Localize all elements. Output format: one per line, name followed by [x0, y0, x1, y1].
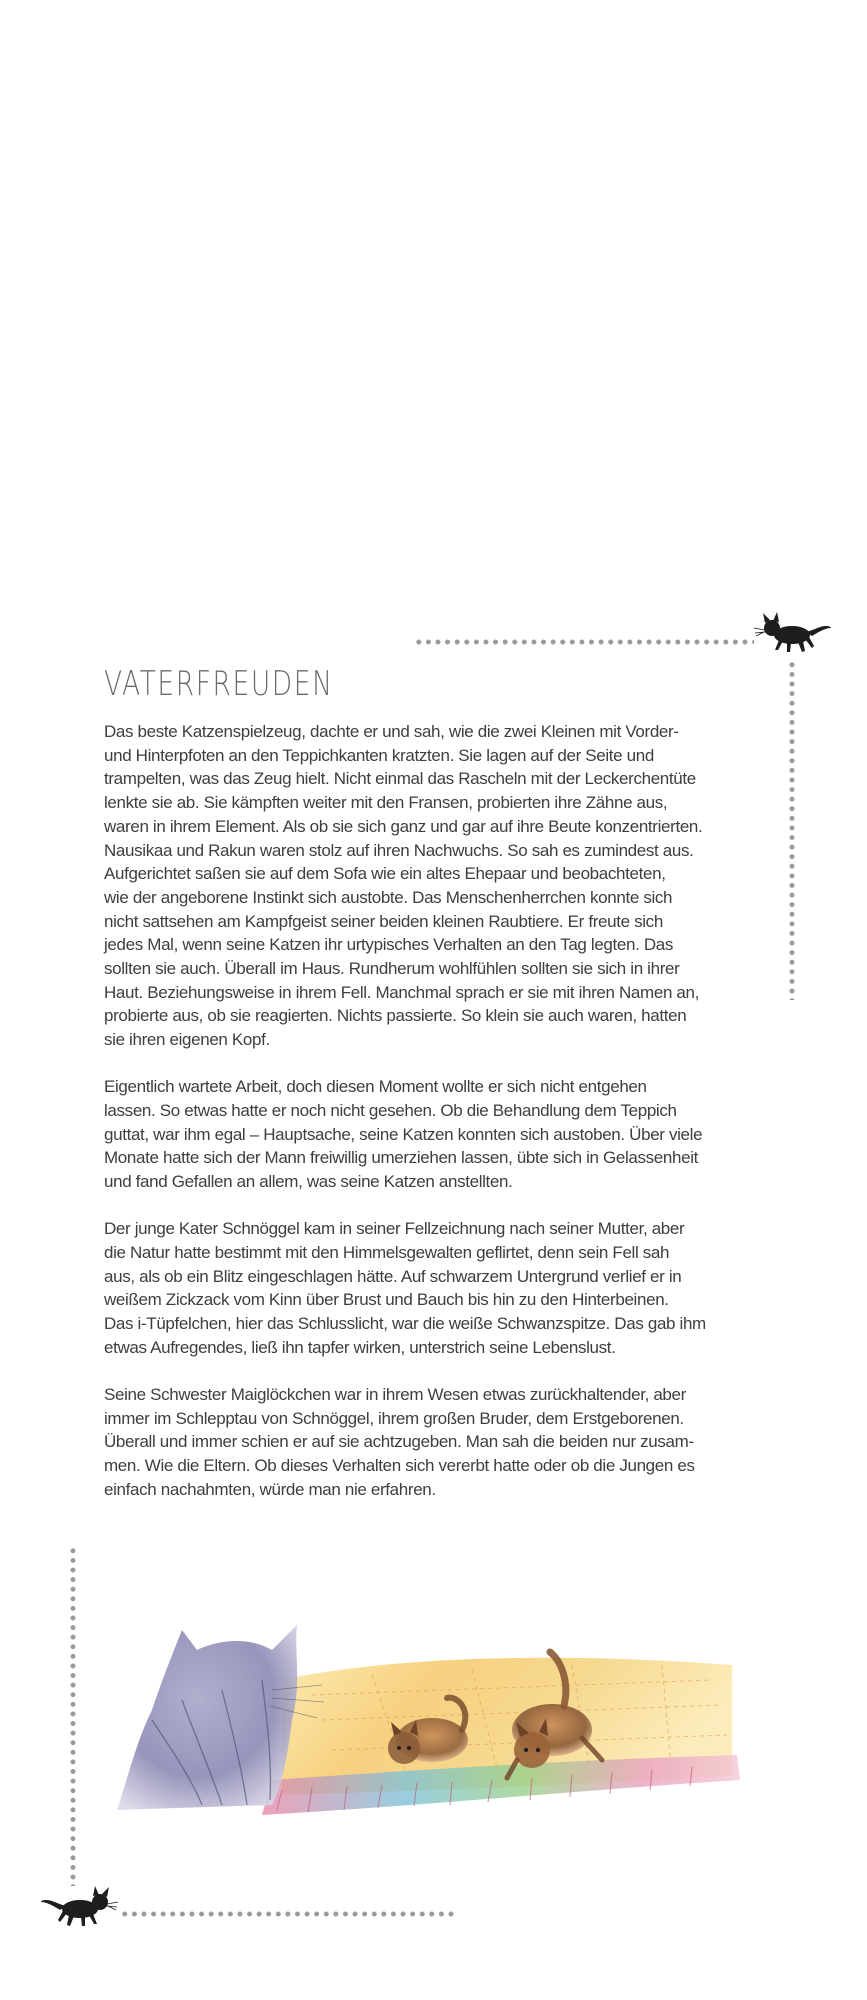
text-line: einfach nachahmten, würde man nie erfahren.: [104, 1479, 436, 1499]
watercolor-cats-on-carpet-illustration: [112, 1610, 742, 1850]
text-line: sie ihren eigenen Kopf.: [104, 1030, 270, 1050]
paragraph-2: [104, 1075, 764, 1194]
dotted-line-left: [70, 1546, 76, 1886]
text-line: weißem Zickzack vom Kinn über Brust und Bauch bis hin zu den Hinterbeinen.: [104, 1290, 669, 1310]
dotted-line-right: [789, 660, 795, 1000]
text-line: Aufgerichtet saßen sie auf dem Sofa wie ein altes Ehepaar und beobachteten,: [104, 864, 666, 884]
text-line: sollten sie auch. Überall im Haus. Rundherum wohlfühlen sollten sie sich in ihrer: [104, 959, 680, 979]
text-line: trampelten, was das Zeug hielt. Nicht einmal das Rascheln mit der Leckerchentüte: [104, 769, 696, 789]
cat-silhouette-icon: [40, 1880, 120, 1930]
text-line: und fand Gefallen an allem, was seine Katzen anstellten.: [104, 1172, 513, 1192]
text-line: etwas Aufregendes, ließ ihn tapfer wirken, unterstrich seine Lebenslust.: [104, 1337, 616, 1357]
text-line: waren in ihrem Element. Als ob sie sich ganz und gar auf ihre Beute konzentrierten.: [104, 816, 703, 836]
text-line: Eigentlich wartete Arbeit, doch diesen Moment wollte er sich nicht entgehen: [104, 1077, 647, 1097]
text-line: Nausikaa und Rakun waren stolz auf ihren Nachwuchs. So sah es zumindest aus.: [104, 840, 694, 860]
text-line: Monate hatte sich der Mann freiwillig umerziehen lassen, übte sich in Gelassenheit: [104, 1148, 699, 1168]
text-line: aus, als ob ein Blitz eingeschlagen hätte. Auf schwarzem Untergrund verlief er in: [104, 1266, 682, 1286]
cat-silhouette-icon: [752, 606, 832, 656]
text-line: Der junge Kater Schnöggel kam in seiner Fellzeichnung nach seiner Mutter, aber: [104, 1219, 685, 1239]
paragraph-1: [104, 720, 764, 1052]
text-line: probierte aus, ob sie reagierten. Nichts passierte. So klein sie auch waren, hatten: [104, 1006, 687, 1026]
text-line: die Natur hatte bestimmt mit den Himmelsgewalten geflirtet, denn sein Fell sah: [104, 1243, 670, 1263]
paragraph-4: [104, 1383, 764, 1502]
text-line: wie der angeborene Instinkt sich austobte. Das Menschenherrchen konnte sich: [104, 887, 673, 907]
chapter-title: VATERFREUDEN: [104, 664, 334, 704]
paragraph-3: [104, 1217, 764, 1359]
text-line: immer im Schlepptau von Schnöggel, ihrem großen Bruder, dem Erstgeborenen.: [104, 1408, 684, 1428]
text-line: Seine Schwester Maiglöckchen war in ihrem Wesen etwas zurückhaltender, aber: [104, 1385, 686, 1405]
text-line: Das beste Katzenspielzeug, dachte er und sah, wie die zwei Kleinen mit Vorder-: [104, 722, 679, 741]
dotted-line-bottom: [120, 1911, 458, 1917]
story-text: [104, 720, 764, 1525]
text-line: Überall und immer schien er auf sie achtzugeben. Man sah die beiden nur zusam-: [104, 1432, 694, 1452]
dotted-line-top: [414, 639, 754, 645]
text-line: lassen. So etwas hatte er noch nicht gesehen. Ob die Behandlung dem Teppich: [104, 1101, 677, 1121]
text-line: Das i-Tüpfelchen, hier das Schlusslicht, war die weiße Schwanzspitze. Das gab ihm: [104, 1314, 706, 1334]
text-line: jedes Mal, wenn seine Katzen ihr urtypisches Verhalten an den Tag legten. Das: [104, 935, 674, 955]
text-line: guttat, war ihm egal – Hauptsache, seine Katzen konnten sich austoben. Über viele: [104, 1124, 703, 1144]
text-line: und Hinterpfoten an den Teppichkanten kratzten. Sie lagen auf der Seite und: [104, 745, 654, 765]
text-line: nicht sattsehen am Kampfgeist seiner beiden kleinen Raubtiere. Er freute sich: [104, 911, 663, 931]
text-line: lenkte sie ab. Sie kämpften weiter mit den Fransen, probierten ihre Zähne aus,: [104, 793, 668, 813]
text-line: men. Wie die Eltern. Ob dieses Verhalten sich vererbt hatte oder ob die Jungen es: [104, 1456, 695, 1476]
text-line: Haut. Beziehungsweise in ihrem Fell. Manchmal sprach er sie mit ihren Namen an,: [104, 982, 700, 1002]
